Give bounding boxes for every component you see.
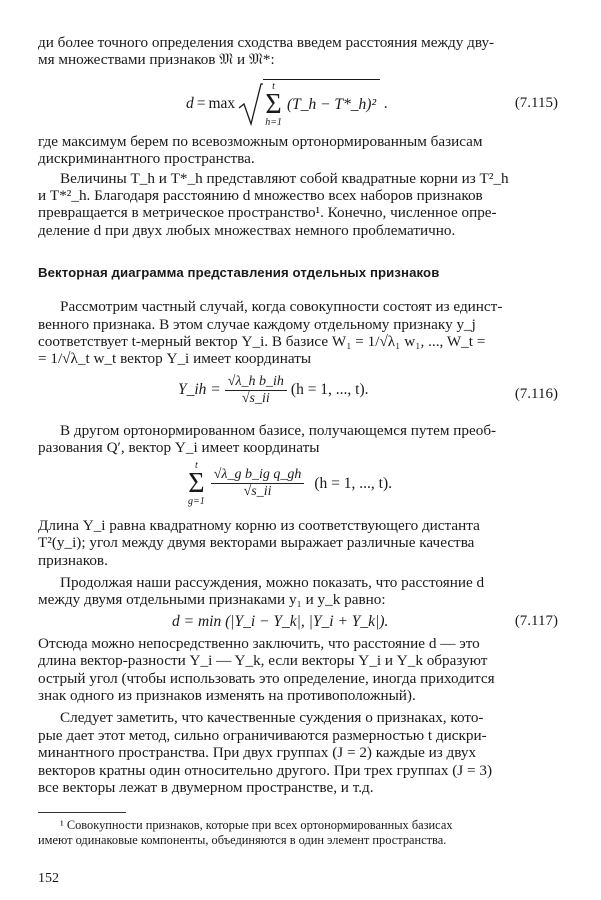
text-line: векторов кратны один относительно другого. При трех группах (J = 3) xyxy=(38,761,493,779)
footnote-line: ¹ Совокупности признаков, которые при всех ортонормированных базисах xyxy=(60,818,453,833)
equation-7-116 xyxy=(38,372,558,420)
page-number: 152 xyxy=(38,871,59,887)
footnote-divider xyxy=(38,812,126,813)
fraction-denominator: √s_ii xyxy=(243,484,272,500)
eq-body: d = min (|Y_i − Y_k|, |Y_i + Y_k|). xyxy=(172,612,389,630)
text-line: острый угол (чтобы использовать это определение, иногда приходится xyxy=(38,669,495,687)
paragraph-distance xyxy=(38,574,558,609)
fraction xyxy=(211,467,305,500)
fraction-denominator: √s_ii xyxy=(241,390,270,406)
text-line: все векторы лежат в двумерном пространстве, и т.д. xyxy=(38,778,374,796)
text-line: между двумя отдельными признаками y₁ и y_k равно: xyxy=(38,591,386,609)
text-line: где максимум берем по всевозможным ортонормированным базисам xyxy=(38,132,483,150)
text-line: Величины T_h и T*_h представляют собой квадратные корни из T²_h xyxy=(60,169,509,187)
eq-lhs: Y_ih = xyxy=(178,381,221,399)
text-line: длина вектор-разности Y_i — Y_k, если векторы Y_i и Y_k образуют xyxy=(38,652,488,670)
text-line: Длина Y_i равна квадратному корню из соответствующего дистанта xyxy=(38,516,480,534)
paragraph-metric-space xyxy=(38,170,558,240)
eq-range: (h = 1, ..., t). xyxy=(290,381,369,399)
sum-operator: t Σ h=1 xyxy=(265,80,282,128)
paragraph-remark xyxy=(38,709,558,796)
eq-max: max xyxy=(208,95,236,113)
eq-body: (T_h − T*_h)² xyxy=(286,95,377,113)
text-line: ди более точного определения сходства введем расстояния между дву- xyxy=(38,34,495,51)
text-line: Продолжая наши рассуждения, можно показать, что расстояние d xyxy=(60,573,485,591)
footnote-marker: ¹ xyxy=(60,818,64,833)
text-line: признаков. xyxy=(38,551,108,569)
text-line: Рассмотрим частный случай, когда совокупности состоят из единст- xyxy=(60,298,503,316)
text-line: = 1/√λ_t w_t вектор Y_i имеет координаты xyxy=(38,350,312,368)
footnote-line: имеют одинаковые компоненты, объединяются в один элемент пространства. xyxy=(38,832,447,847)
eq-range: (h = 1, ..., t). xyxy=(314,474,393,492)
equation-number: (7.115) xyxy=(514,94,558,111)
paragraph-max-note xyxy=(38,133,558,168)
text-line: превращается в метрическое пространство¹. Конечно, численное опре- xyxy=(38,204,497,222)
text-line: знак одного из признаков изменять на противоположный). xyxy=(38,686,416,704)
page-content xyxy=(38,34,558,887)
text-line: рые дает этот метод, сильно ограничиваются размерностью t дискри- xyxy=(38,726,487,744)
equation-coordinates xyxy=(38,459,558,517)
eq-lhs: d xyxy=(186,95,194,113)
text-line: Следует заметить, что качественные суждения о признаках, кото- xyxy=(60,709,484,727)
fraction-numerator: √λ_h b_ih xyxy=(225,374,287,391)
text-line: Отсюда можно непосредственно заключить, что расстояние d — это xyxy=(38,634,480,652)
text-line: деление d при двух любых множествах немного проблематично. xyxy=(38,221,456,239)
paragraph-other-basis xyxy=(38,422,558,457)
fraction-numerator: √λ_g b_ig q_gh xyxy=(211,467,305,484)
sqrt-symbol-icon xyxy=(237,82,263,126)
paragraph-vector-case xyxy=(38,298,558,368)
footnote xyxy=(38,818,558,847)
sum-lower-limit: h=1 xyxy=(265,116,282,128)
text-line: разования Q′, вектор Y_i имеет координаты xyxy=(38,439,320,457)
text-line: В другом ортонормированном базисе, получающемся путем преоб- xyxy=(60,421,497,439)
text-line: мя множествами признаков 𝔐 и 𝔐*: xyxy=(38,51,275,69)
text-line: T²(y_i); угол между двумя векторами выражает различные качества xyxy=(38,534,475,552)
text-line: минантного пространства. При двух группах (J = 2) каждые из двух xyxy=(38,744,477,762)
sum-upper-limit: t xyxy=(272,80,275,92)
equation-number: (7.116) xyxy=(514,385,558,402)
fraction xyxy=(225,374,287,407)
text-line: венного признака. В этом случае каждому отдельному признаку y_j xyxy=(38,315,476,333)
sum-operator: t Σ g=1 xyxy=(188,459,205,507)
equation-7-115: d = max t Σ h=1 (T_h − T*_h)² . (7.115) xyxy=(186,80,558,128)
paragraph-intro xyxy=(38,34,558,69)
text-line: дискриминантного пространства. xyxy=(38,150,255,168)
text-line: и T*²_h. Благодаря расстоянию d множество всех наборов признаков xyxy=(38,187,483,205)
paragraph-length xyxy=(38,517,558,569)
sum-upper-limit: t xyxy=(194,459,198,471)
equation-7-117 xyxy=(38,611,558,633)
equation-number: (7.117) xyxy=(514,612,558,629)
sum-lower-limit: g=1 xyxy=(188,495,205,507)
section-heading: Векторная диаграмма представления отдельных признаков xyxy=(38,265,440,281)
paragraph-conclusion xyxy=(38,635,558,705)
text-line: соответствует t-мерный вектор Y_i. В базисе W₁ = 1/√λ₁ w₁, ..., W_t = xyxy=(38,333,486,351)
